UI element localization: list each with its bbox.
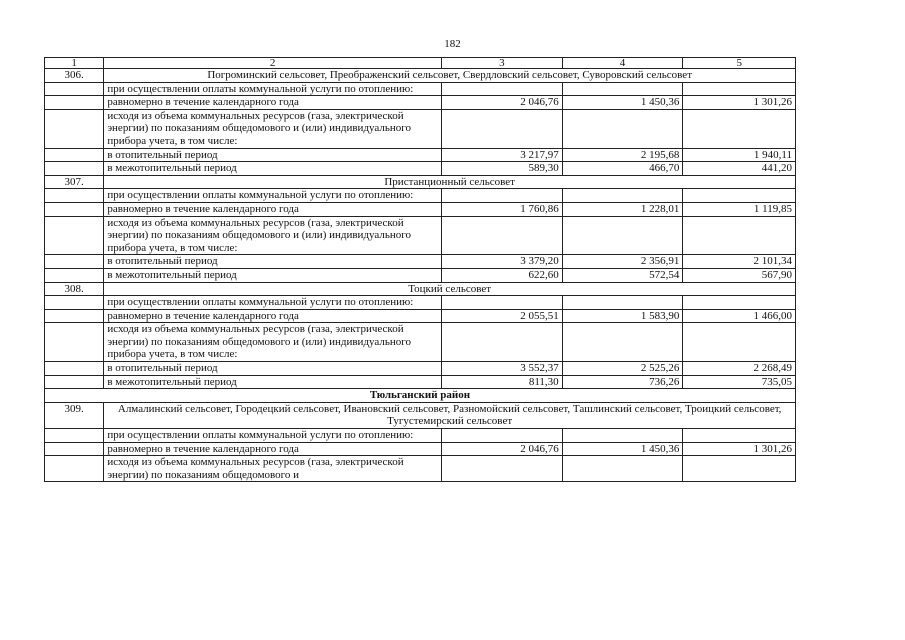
- value-column-4: 736,26: [562, 375, 683, 389]
- value-column-4: 1 228,01: [562, 202, 683, 216]
- empty-number-cell: [45, 268, 104, 282]
- value-row: [45, 255, 796, 269]
- description-row: [45, 189, 796, 203]
- empty-number-cell: [45, 255, 104, 269]
- empty-value-cell: [441, 109, 562, 148]
- description-text: при осуществлении оплаты коммунальной услуги по отоплению:: [104, 296, 442, 310]
- empty-number-cell: [45, 296, 104, 310]
- value-label: равномерно в течение календарного года: [104, 309, 442, 323]
- row-number: 309.: [45, 402, 104, 428]
- value-label: в отопительный период: [104, 148, 442, 162]
- empty-value-cell: [441, 82, 562, 96]
- value-column-4: 466,70: [562, 162, 683, 176]
- value-row: [45, 375, 796, 389]
- value-label: равномерно в течение календарного года: [104, 202, 442, 216]
- empty-value-cell: [441, 456, 562, 482]
- section-title: Алмалинский сельсовет, Городецкий сельсовет, Ивановский сельсовет, Разномойский сельсовет, Ташлинский сельсовет, Троицкий сельсовет, Тугустемирский сельсовет: [104, 402, 796, 428]
- empty-value-cell: [441, 323, 562, 362]
- empty-value-cell: [441, 429, 562, 443]
- value-column-5: 2 101,34: [683, 255, 796, 269]
- value-label: в межотопительный период: [104, 162, 442, 176]
- description-row: [45, 429, 796, 443]
- value-label: в межотопительный период: [104, 375, 442, 389]
- empty-value-cell: [683, 109, 796, 148]
- empty-number-cell: [45, 202, 104, 216]
- empty-value-cell: [562, 296, 683, 310]
- description-text: исходя из объема коммунальных ресурсов (газа, электрической энергии) по показаниям общедомового и (или) индивидуального прибора учета, в том числе:: [104, 216, 442, 255]
- value-row: [45, 202, 796, 216]
- tariff-table: [44, 57, 796, 482]
- empty-value-cell: [683, 82, 796, 96]
- value-row: [45, 162, 796, 176]
- row-number: 307.: [45, 175, 104, 189]
- empty-value-cell: [441, 296, 562, 310]
- empty-value-cell: [683, 429, 796, 443]
- value-label: равномерно в течение календарного года: [104, 96, 442, 110]
- description-row: [45, 216, 796, 255]
- empty-value-cell: [441, 216, 562, 255]
- empty-number-cell: [45, 309, 104, 323]
- empty-number-cell: [45, 362, 104, 376]
- tariff-table-body: [45, 58, 796, 482]
- value-row: [45, 148, 796, 162]
- value-row: [45, 96, 796, 110]
- value-column-3: 622,60: [441, 268, 562, 282]
- column-number-2: 2: [104, 58, 442, 69]
- section-title: Погроминский сельсовет, Преображенский сельсовет, Свердловский сельсовет, Суворовский сельсовет: [104, 69, 796, 83]
- description-text: при осуществлении оплаты коммунальной услуги по отоплению:: [104, 189, 442, 203]
- value-column-5: 1 301,26: [683, 96, 796, 110]
- region-row: [45, 389, 796, 403]
- empty-number-cell: [45, 189, 104, 203]
- description-text: исходя из объема коммунальных ресурсов (газа, электрической энергии) по показаниям общедомового и (или) индивидуального прибора учета, в том числе:: [104, 109, 442, 148]
- description-row: [45, 456, 796, 482]
- value-column-3: 3 379,20: [441, 255, 562, 269]
- value-column-4: 2 525,26: [562, 362, 683, 376]
- column-number-5: 5: [683, 58, 796, 69]
- section-title: Тоцкий сельсовет: [104, 282, 796, 296]
- value-column-5: 441,20: [683, 162, 796, 176]
- value-column-5: 735,05: [683, 375, 796, 389]
- description-text: исходя из объема коммунальных ресурсов (газа, электрической энергии) по показаниям общедомового и: [104, 456, 442, 482]
- value-row: [45, 268, 796, 282]
- empty-number-cell: [45, 216, 104, 255]
- empty-value-cell: [562, 189, 683, 203]
- column-number-4: 4: [562, 58, 683, 69]
- value-row: [45, 442, 796, 456]
- empty-value-cell: [683, 296, 796, 310]
- empty-number-cell: [45, 429, 104, 443]
- description-text: исходя из объема коммунальных ресурсов (газа, электрической энергии) по показаниям общедомового и (или) индивидуального прибора учета, в том числе:: [104, 323, 442, 362]
- description-row: [45, 323, 796, 362]
- row-number: 306.: [45, 69, 104, 83]
- value-column-5: 2 268,49: [683, 362, 796, 376]
- empty-number-cell: [45, 82, 104, 96]
- value-column-3: 2 055,51: [441, 309, 562, 323]
- value-column-3: 811,30: [441, 375, 562, 389]
- empty-number-cell: [45, 442, 104, 456]
- value-column-4: 1 583,90: [562, 309, 683, 323]
- value-column-5: 1 940,11: [683, 148, 796, 162]
- value-row: [45, 309, 796, 323]
- empty-value-cell: [562, 323, 683, 362]
- value-column-3: 2 046,76: [441, 96, 562, 110]
- value-label: в отопительный период: [104, 362, 442, 376]
- empty-value-cell: [562, 109, 683, 148]
- value-column-5: 1 119,85: [683, 202, 796, 216]
- section-row: [45, 69, 796, 83]
- value-column-4: 1 450,36: [562, 96, 683, 110]
- value-column-3: 3 217,97: [441, 148, 562, 162]
- row-number: 308.: [45, 282, 104, 296]
- value-column-4: 572,54: [562, 268, 683, 282]
- page-number: 182: [444, 38, 461, 50]
- value-column-3: 2 046,76: [441, 442, 562, 456]
- value-column-5: 567,90: [683, 268, 796, 282]
- value-label: равномерно в течение календарного года: [104, 442, 442, 456]
- value-column-4: 2 195,68: [562, 148, 683, 162]
- empty-number-cell: [45, 323, 104, 362]
- empty-number-cell: [45, 148, 104, 162]
- value-column-4: 1 450,36: [562, 442, 683, 456]
- section-title: Пристанционный сельсовет: [104, 175, 796, 189]
- column-number-row: [45, 58, 796, 69]
- empty-value-cell: [562, 456, 683, 482]
- section-row: [45, 175, 796, 189]
- empty-value-cell: [562, 82, 683, 96]
- description-row: [45, 296, 796, 310]
- value-column-4: 2 356,91: [562, 255, 683, 269]
- value-row: [45, 362, 796, 376]
- description-row: [45, 82, 796, 96]
- value-label: в отопительный период: [104, 255, 442, 269]
- value-label: в межотопительный период: [104, 268, 442, 282]
- value-column-5: 1 301,26: [683, 442, 796, 456]
- value-column-3: 589,30: [441, 162, 562, 176]
- column-number-1: 1: [45, 58, 104, 69]
- value-column-5: 1 466,00: [683, 309, 796, 323]
- description-text: при осуществлении оплаты коммунальной услуги по отоплению:: [104, 429, 442, 443]
- empty-number-cell: [45, 96, 104, 110]
- empty-number-cell: [45, 109, 104, 148]
- empty-value-cell: [441, 189, 562, 203]
- column-number-3: 3: [441, 58, 562, 69]
- empty-value-cell: [683, 216, 796, 255]
- region-title: Тюльганский район: [45, 389, 796, 403]
- empty-number-cell: [45, 375, 104, 389]
- value-column-3: 3 552,37: [441, 362, 562, 376]
- description-row: [45, 109, 796, 148]
- section-row: [45, 402, 796, 428]
- section-row: [45, 282, 796, 296]
- empty-value-cell: [562, 216, 683, 255]
- empty-value-cell: [683, 189, 796, 203]
- empty-value-cell: [562, 429, 683, 443]
- empty-value-cell: [683, 456, 796, 482]
- empty-value-cell: [683, 323, 796, 362]
- description-text: при осуществлении оплаты коммунальной услуги по отоплению:: [104, 82, 442, 96]
- value-column-3: 1 760,86: [441, 202, 562, 216]
- empty-number-cell: [45, 456, 104, 482]
- empty-number-cell: [45, 162, 104, 176]
